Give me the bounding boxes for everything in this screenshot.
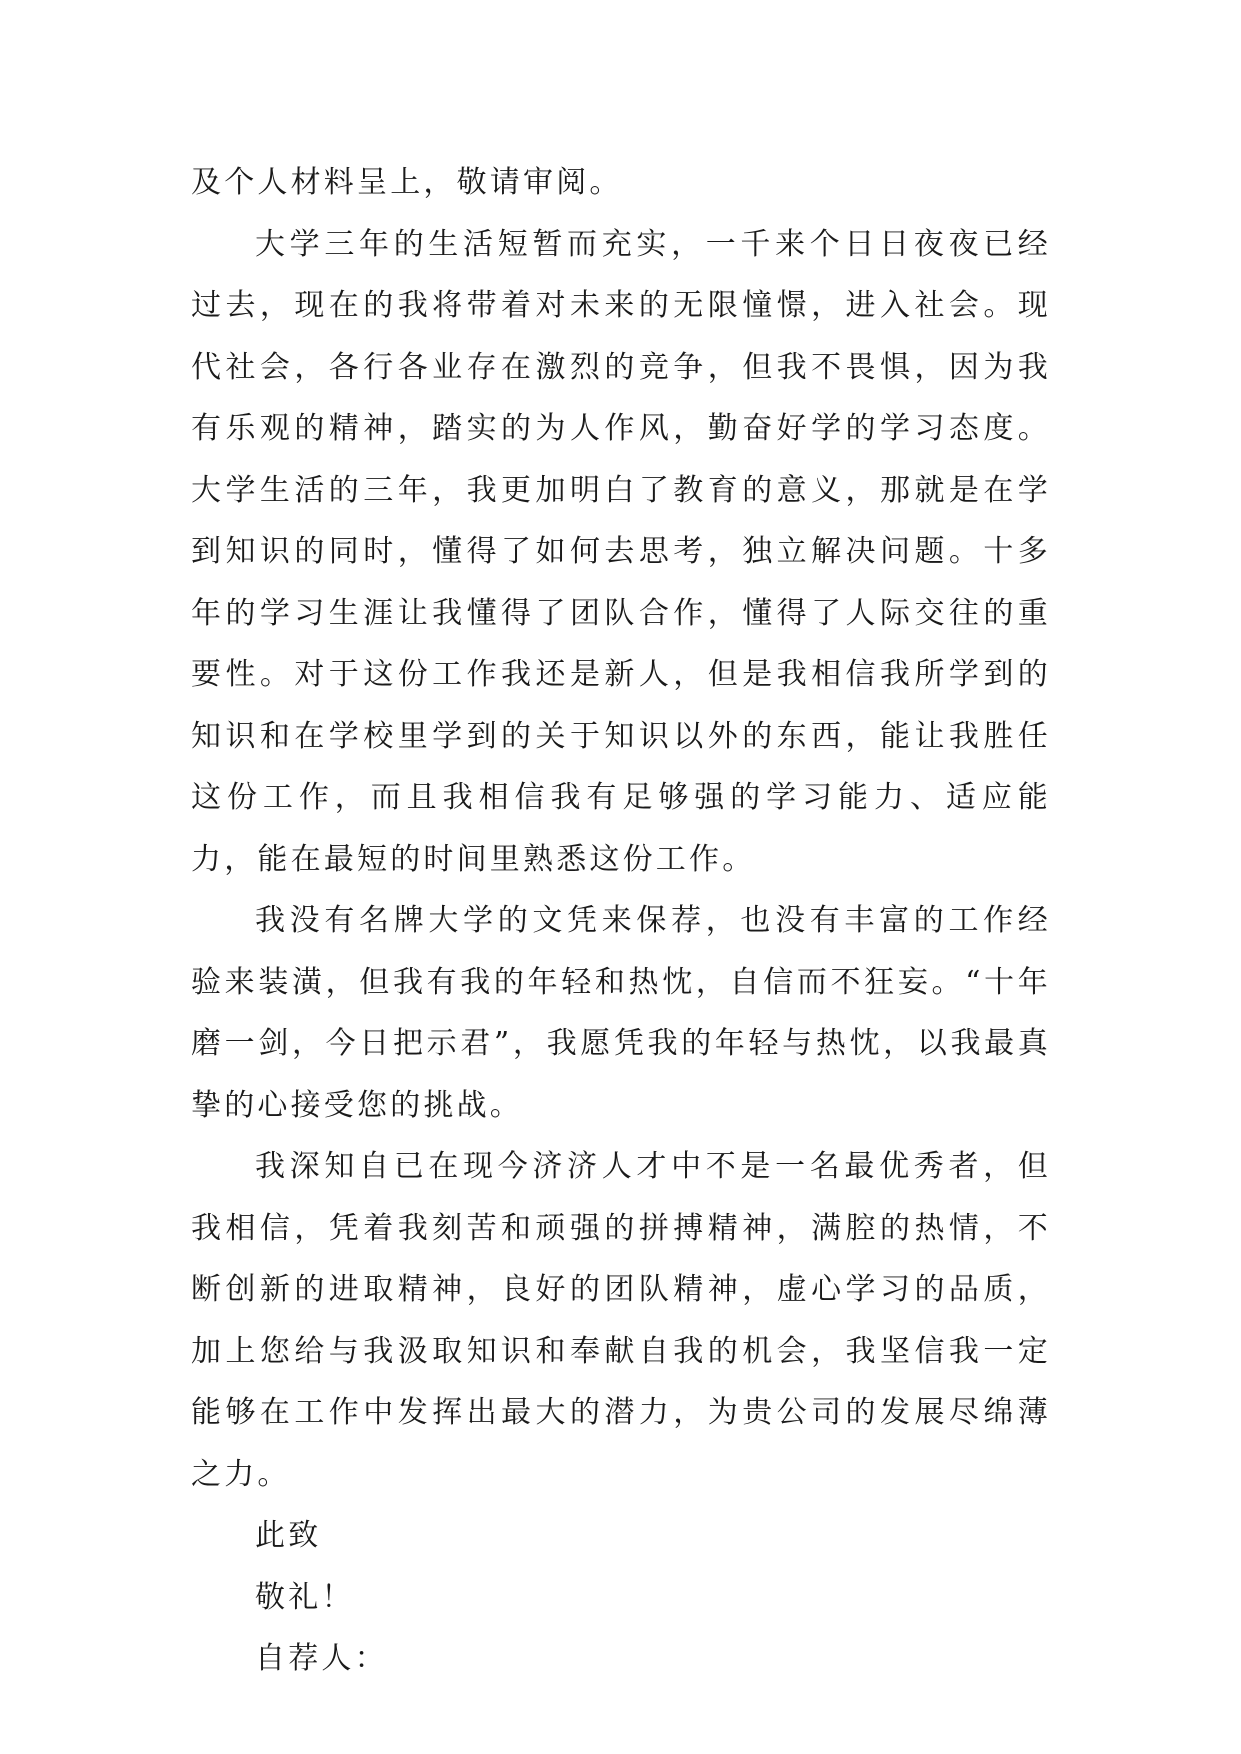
letter-body: [191, 152, 1051, 1690]
paragraph-university-life: 大学三年的生活短暂而充实，一千来个日日夜夜已经过去，现在的我将带着对未来的无限憧憬，进入社会。现代社会，各行各业存在激烈的竞争，但我不畏惧，因为我有乐观的精神，踏实的为人作风，勤奋好学的学习态度。大学生活的三年，我更加明白了教育的意义，那就是在学到知识的同时，懂得了如何去思考，独立解决问题。十多年的学习生涯让我懂得了团队合作，懂得了人际交往的重要性。对于这份工作我还是新人，但是我相信我所学到的知识和在学校里学到的关于知识以外的东西，能让我胜任这份工作，而且我相信我有足够强的学习能力、适应能力，能在最短的时间里熟悉这份工作。: [191, 226, 1051, 877]
signature-label: 自荐人：: [255, 1641, 388, 1676]
closing-salutation: 此致: [255, 1518, 322, 1553]
paragraph-confidence: 我深知自已在现今济济人才中不是一名最优秀者，但我相信，凭着我刻苦和顽强的拼搏精神，满腔的热情，不断创新的进取精神，良好的团队精神，虚心学习的品质，加上您给与我汲取知识和奉献自我的机会，我坚信我一定能够在工作中发挥出最大的潜力，为贵公司的发展尽绵薄之力。: [191, 1149, 1051, 1492]
closing-regards: 敬礼！: [255, 1579, 355, 1615]
paragraph-youth-enthusiasm: 我没有名牌大学的文凭来保荐，也没有丰富的工作经验来装潢，但我有我的年轻和热忱，自信而不狂妄。“十年磨一剑，今日把示君”，我愿凭我的年轻与热忱，以我最真挚的心接受您的挑战。: [191, 903, 1051, 1123]
paragraph-intro-continuation: 及个人材料呈上，敬请审阅。: [191, 165, 623, 200]
